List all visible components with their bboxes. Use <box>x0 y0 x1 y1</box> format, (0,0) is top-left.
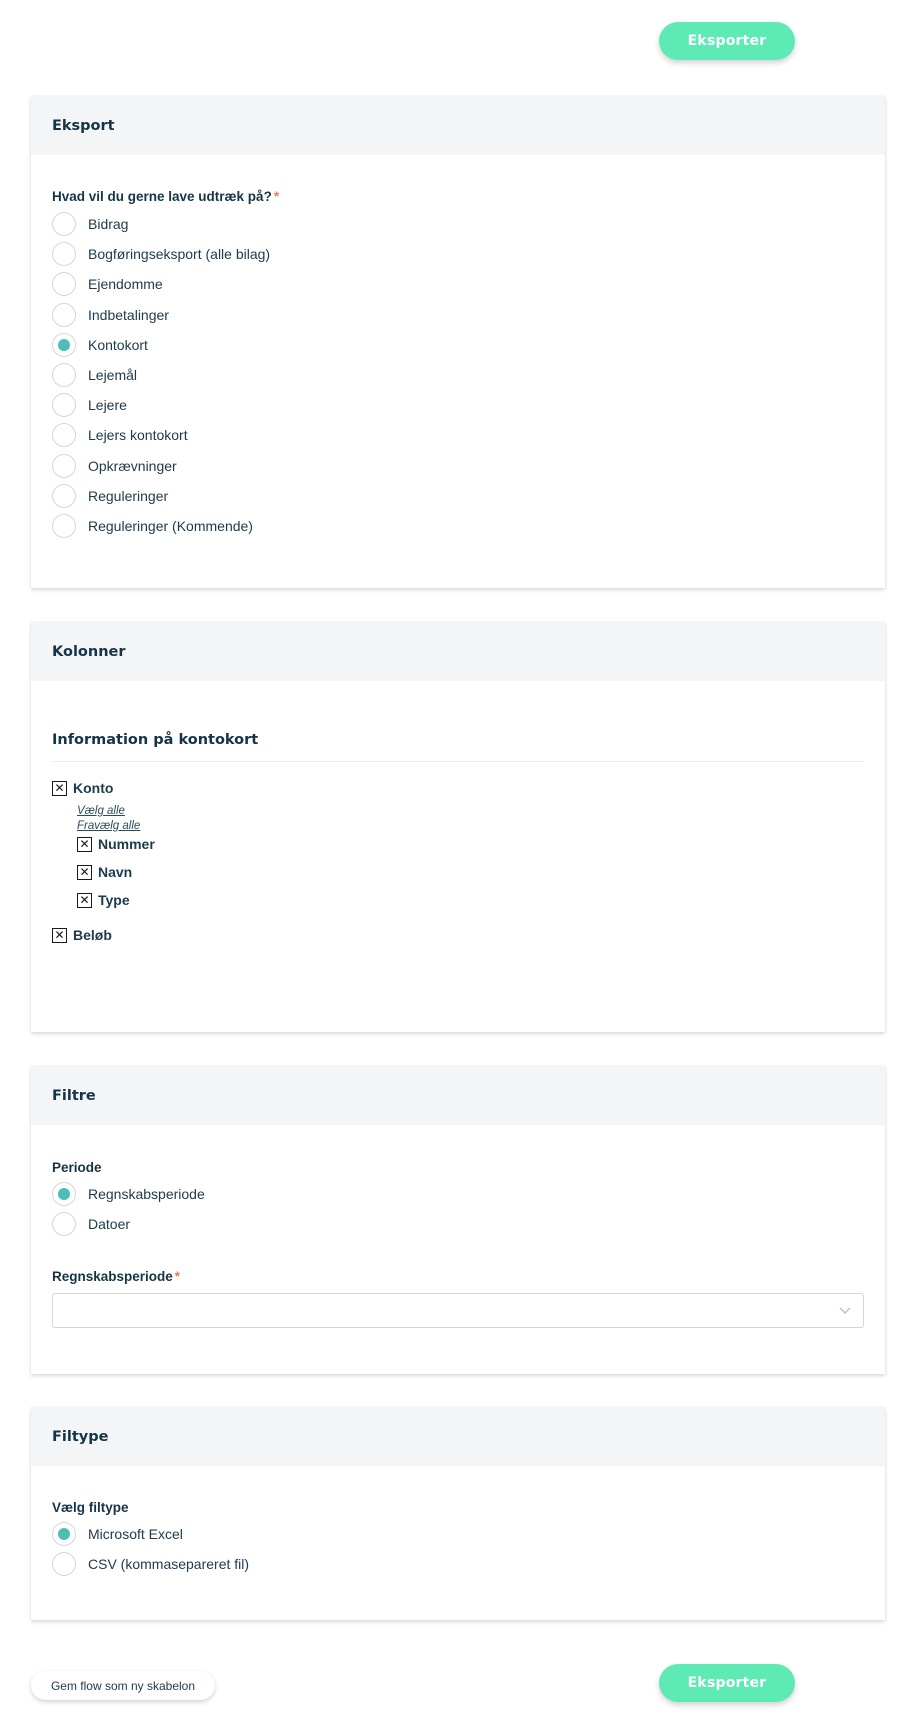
required-marker: * <box>174 1269 181 1285</box>
checkbox-row-type[interactable] <box>77 892 864 908</box>
radio-option-label: Lejere <box>88 397 127 414</box>
chevron-down-icon <box>839 1304 851 1316</box>
checkbox-row-beloeb[interactable] <box>52 927 864 943</box>
radio-option-label: Datoer <box>88 1216 131 1233</box>
filters-card <box>31 1066 885 1374</box>
required-marker: * <box>273 189 280 204</box>
radio-option-label: Bogføringseksport (alle bilag) <box>88 246 271 263</box>
checkbox-label: Nummer <box>98 836 155 852</box>
radio-option-csv[interactable] <box>52 1549 864 1579</box>
period-select-label: Regnskabsperiode * <box>52 1269 181 1285</box>
radio-option-label: Reguleringer (Kommende) <box>88 517 253 534</box>
export-type-radio-group <box>52 209 864 541</box>
filetype-radio-group <box>52 1519 864 1579</box>
columns-card <box>31 622 885 1032</box>
radio-option-reguleringer-kommende[interactable] <box>52 511 864 541</box>
radio-button-selected[interactable] <box>52 333 76 357</box>
radio-button[interactable] <box>52 423 76 447</box>
columns-card-title: Kolonner <box>31 622 885 681</box>
radio-button[interactable] <box>52 363 76 387</box>
radio-option-label: Lejers kontokort <box>88 427 188 444</box>
checkbox-label: Beløb <box>73 927 112 943</box>
radio-option-bogfoeringseksport[interactable] <box>52 239 864 269</box>
radio-option-opkraevninger[interactable] <box>52 451 864 481</box>
radio-option-label: Opkrævninger <box>88 457 177 474</box>
radio-option-label: Regnskabsperiode <box>88 1186 205 1203</box>
radio-option-label: Indbetalinger <box>88 306 169 323</box>
radio-button[interactable] <box>52 514 76 538</box>
filetype-label: Vælg filtype <box>52 1500 129 1515</box>
radio-option-label: Reguleringer <box>88 487 169 504</box>
radio-button[interactable] <box>52 1212 76 1236</box>
radio-button-selected[interactable] <box>52 1182 76 1206</box>
radio-button[interactable] <box>52 454 76 478</box>
radio-option-kontokort[interactable] <box>52 330 864 360</box>
radio-option-label: Ejendomme <box>88 276 163 293</box>
radio-button[interactable] <box>52 484 76 508</box>
period-radio-group <box>52 1179 864 1239</box>
checkbox-label: Navn <box>98 864 133 880</box>
radio-option-label: CSV (kommasepareret fil) <box>88 1556 250 1573</box>
radio-option-excel[interactable] <box>52 1519 864 1549</box>
radio-button[interactable] <box>52 212 76 236</box>
columns-section-title: Information på kontokort <box>52 732 259 748</box>
deselect-all-link[interactable]: Fravælg alle <box>77 820 141 832</box>
checkbox-label: Type <box>98 892 130 908</box>
export-button-top[interactable]: Eksporter <box>659 22 795 60</box>
radio-option-indbetalinger[interactable] <box>52 300 864 330</box>
radio-option-ejendomme[interactable] <box>52 269 864 299</box>
period-select-dropdown[interactable] <box>52 1293 864 1328</box>
radio-option-datoer[interactable] <box>52 1209 864 1239</box>
radio-button[interactable] <box>52 303 76 327</box>
filetype-card <box>31 1407 885 1620</box>
radio-button[interactable] <box>52 272 76 296</box>
checkbox-checked-icon[interactable]: ✕ <box>77 865 92 880</box>
radio-option-bidrag[interactable] <box>52 209 864 239</box>
checkbox-row-nummer[interactable] <box>77 836 864 852</box>
export-card <box>31 96 885 588</box>
radio-option-label: Bidrag <box>88 216 129 233</box>
radio-selected-dot <box>58 1188 70 1200</box>
checkbox-checked-icon[interactable]: ✕ <box>52 928 67 943</box>
checkbox-checked-icon[interactable]: ✕ <box>52 781 67 796</box>
radio-button[interactable] <box>52 1552 76 1576</box>
radio-option-label: Lejemål <box>88 367 138 384</box>
section-divider <box>52 761 864 762</box>
radio-option-label: Kontokort <box>88 336 148 353</box>
column-group-konto <box>52 780 864 943</box>
checkbox-row-konto[interactable] <box>52 780 864 796</box>
radio-option-label: Microsoft Excel <box>88 1526 183 1543</box>
save-as-template-button[interactable]: Gem flow som ny skabelon <box>31 1671 215 1700</box>
radio-option-lejemaal[interactable] <box>52 360 864 390</box>
checkbox-label: Konto <box>73 780 114 796</box>
filters-card-title: Filtre <box>31 1066 885 1125</box>
export-question-label: Hvad vil du gerne lave udtræk på? * <box>52 189 280 204</box>
radio-option-regnskabsperiode[interactable] <box>52 1179 864 1209</box>
radio-selected-dot <box>58 339 70 351</box>
radio-option-reguleringer[interactable] <box>52 481 864 511</box>
checkbox-row-navn[interactable] <box>77 864 864 880</box>
checkbox-checked-icon[interactable]: ✕ <box>77 837 92 852</box>
export-button-bottom[interactable]: Eksporter <box>659 1664 795 1702</box>
period-label: Periode <box>52 1160 102 1175</box>
select-all-link[interactable]: Vælg alle <box>77 805 125 817</box>
export-card-title: Eksport <box>31 96 885 155</box>
radio-button[interactable] <box>52 393 76 417</box>
radio-option-lejers-kontokort[interactable] <box>52 420 864 450</box>
filetype-card-title: Filtype <box>31 1407 885 1466</box>
radio-selected-dot <box>58 1528 70 1540</box>
checkbox-checked-icon[interactable]: ✕ <box>77 893 92 908</box>
radio-option-lejere[interactable] <box>52 390 864 420</box>
radio-button-selected[interactable] <box>52 1522 76 1546</box>
radio-button[interactable] <box>52 242 76 266</box>
